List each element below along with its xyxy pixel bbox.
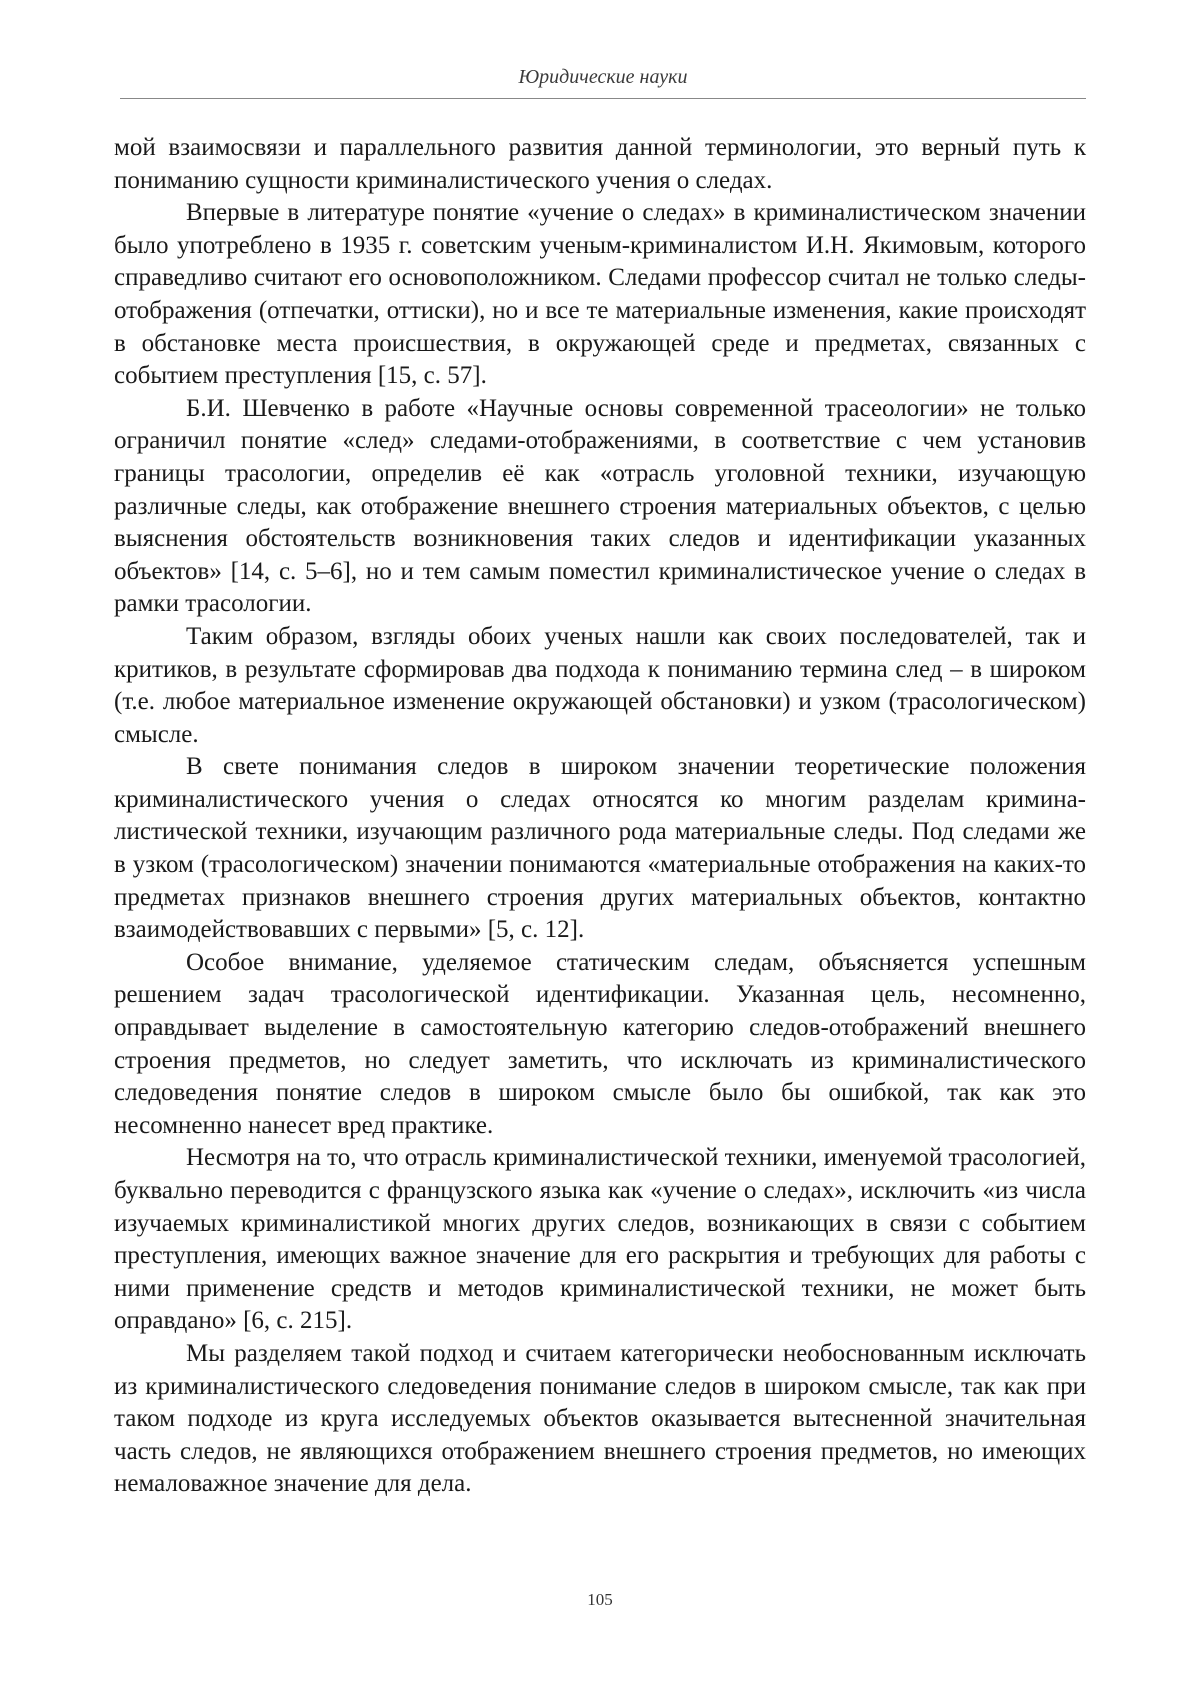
paragraph-8: Мы разделяем такой подход и считаем категорически необоснованным исключать из криминалистического следоведения понимание следов в широком смысле, так как при таком подходе из круга исследуемых объектов оказывается вытесненной значительная часть следов, не являющихся отображением внешнего строения предметов, но имеющих немаловажное значение для дела. [114, 1339, 1086, 1498]
paragraph-5: В свете понимания следов в широком значении теоретические положения криминалистического учения о следах относятся ко многим разделам криминалистической техники, изучающим различного рода материальные следы. Под следами же в узком (трасологическом) значении понимаются «материальные отображения на каких-то предметах признаков внешнего строения других материальных объектов, контактно взаимодействовавших с первыми» [5, с. 12]. [114, 753, 1086, 944]
paragraph-1: мой взаимосвязи и параллельного развития данной терминологии, это верный путь к пониманию сущности криминалистического учения о следах. [114, 134, 1086, 194]
body-text [114, 132, 1086, 1501]
running-header: Юридические науки [518, 66, 688, 88]
paragraph-3: Б.И. Шевченко в работе «Научные основы современной трасеологии» не только ограничил понятие «след» следами-отображениями, в соответствие с чем установив границы трасологии, определив её как «отрасль уголовной техники, изучающую различные следы, как отображение внешнего строения материальных объектов, с целью выяснения обстоятельств возникновения таких следов и идентификации указанных объектов» [14, с. 5–6], но и тем самым поместил криминалистическое учение о следах в рамки трасологии. [114, 394, 1086, 618]
paragraph-4: Таким образом, взгляды обоих ученых нашли как своих последователей, так и критиков, в результате сформировав два подхода к пониманию термина след – в широком (т.е. любое материальное изменение окружающей обстановки) и узком (трасологическом) смысле. [114, 622, 1086, 748]
page-number: 105 [587, 1590, 613, 1609]
paragraph-7: Несмотря на то, что отрасль криминалистической техники, именуемой трасологией, буквально переводится с французского языка как «учение о следах», исключить «из числа изучаемых криминалистикой многих других следов, возникающих в связи с событием преступления, имеющих важное значение для его раскрытия и требующих для работы с ними применение средств и методов криминалистической техники, не может быть оправдано» [6, с. 215]. [114, 1144, 1086, 1335]
paragraph-6: Особое внимание, уделяемое статическим следам, объясняется успешным решением задач трасологической идентификации. Указанная цель, несомненно, оправдывает выделение в самостоятельную категорию следов-отображений внешнего строения предметов, но следует заметить, что исключать из криминалистического следоведения понятие следов в широком смысле было бы ошибкой, так как это несомненно нанесет вред практике. [114, 948, 1086, 1139]
paragraph-2: Впервые в литературе понятие «учение о следах» в криминалистическом значении было употреблено в 1935 г. советским ученым-криминалистом И.Н. Якимовым, которого справедливо считают его основоположником. Следами профессор считал не только следы-отображения (отпечатки, оттиски), но и все те материальные изменения, какие происходят в обстановке места происшествия, в окружающей среде и предметах, связанных с событием преступления [15, с. 57]. [114, 199, 1086, 390]
header-rule [120, 98, 1086, 99]
